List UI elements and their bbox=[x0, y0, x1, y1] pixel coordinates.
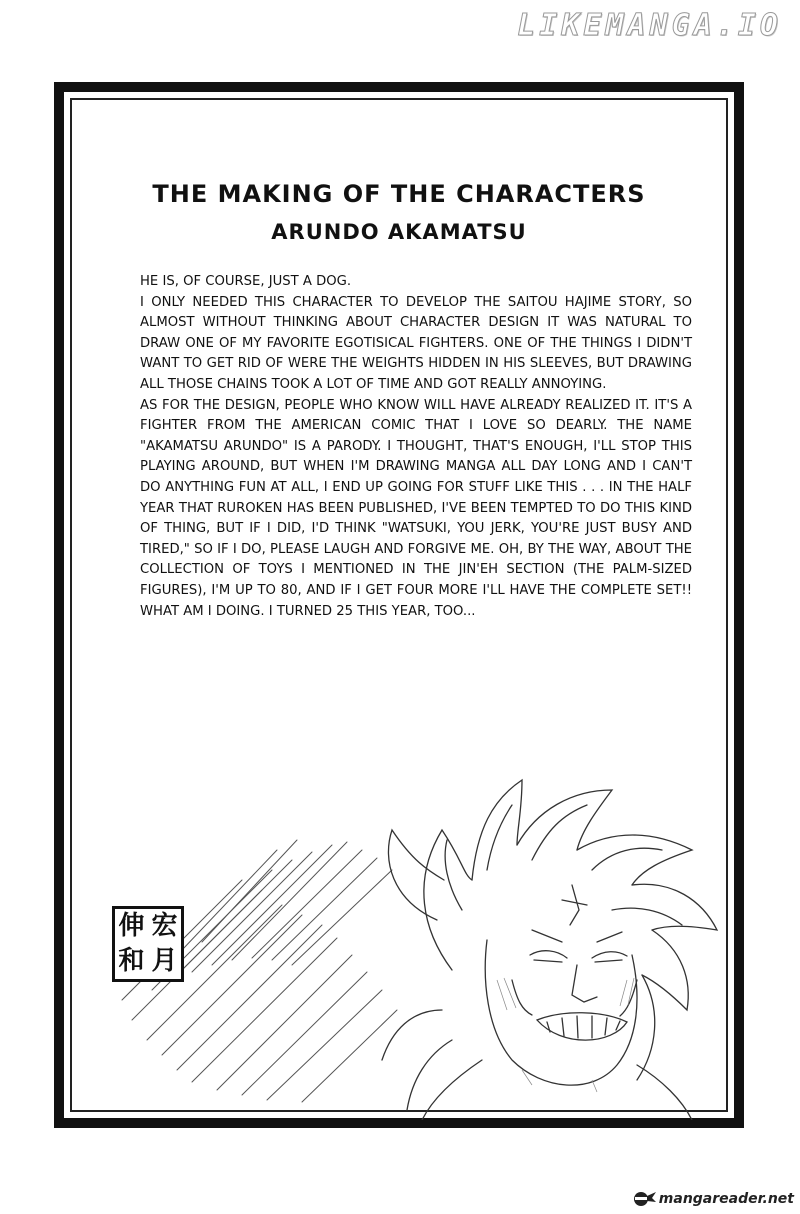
character-sketch-illustration bbox=[92, 710, 732, 1120]
site-watermark-top: LIKEMANGA.IO bbox=[517, 8, 782, 43]
commentary-paragraph-1: HE IS, OF COURSE, JUST A DOG. bbox=[140, 274, 352, 289]
commentary-paragraph-3: AS FOR THE DESIGN, PEOPLE WHO KNOW WILL HAVE ALREADY REALIZED IT. IT'S A FIGHTER FROM THE AMERICAN COMIC THAT I LOVE SO DEARLY. THE NAME "AKAMATSU ARUNDO" IS A PARODY. I THOUGHT, THAT'S ENOUGH, I'LL STOP THIS PLAYING AROUND, BUT WHEN I'M DRAWING MANGA ALL DAY LONG AND I CAN'T DO ANYTHING FUN AT ALL, I END UP GOING FOR STUFF LIKE THIS . . . IN THE HALF YEAR THAT RUROKEN HAS BEEN PUBLISHED, I'VE BEEN TEMPTED TO DO THIS KIND OF THING, BUT IF I DID, I'D THINK "WATSUKI, YOU JERK, YOU'RE JUST BUSY AND TIRED," SO IF I DO, PLEASE LAUGH AND FORGIVE ME. OH, BY THE WAY, ABOUT THE COLLECTION OF TOYS I MENTIONED IN THE JIN'EH SECTION (THE PALM-SIZED FIGURES), I'M UP TO 80, AND IF I GET FOUR MORE I'LL HAVE THE COMPLETE SET!! WHAT AM I DOING. I TURNED 25 THIS YEAR, TOO... bbox=[140, 397, 692, 619]
commentary-paragraph-2: I ONLY NEEDED THIS CHARACTER TO DEVELOP THE SAITOU HAJIME STORY, SO ALMOST WITHOUT THINKING ABOUT CHARACTER DESIGN IT WAS NATURAL TO DRAW ONE OF MY FAVORITE EGOTISICAL FIGHTERS. ONE OF THE THINGS I DIDN'T WANT TO GET RID OF WERE THE WEIGHTS HIDDEN IN HIS SLEEVES, BUT DRAWING ALL THOSE CHAINS TOOK A LOT OF TIME AND GOT REALLY ANNOYING. bbox=[140, 294, 692, 392]
page-inner-frame bbox=[70, 98, 728, 1112]
site-watermark-bottom bbox=[631, 1190, 794, 1208]
artist-seal-icon bbox=[112, 906, 184, 982]
page-frame bbox=[54, 82, 744, 1128]
commentary-text bbox=[140, 272, 692, 622]
seal-char-2: 宏 bbox=[151, 911, 178, 941]
seal-char-4: 月 bbox=[151, 946, 178, 976]
page-title: THE MAKING OF THE CHARACTERS bbox=[152, 180, 646, 208]
page-subtitle: ARUNDO AKAMATSU bbox=[271, 220, 527, 244]
ninja-logo-icon bbox=[631, 1190, 657, 1208]
seal-char-1: 伸 bbox=[118, 911, 145, 941]
site-watermark-bottom-text: mangareader.net bbox=[658, 1191, 794, 1207]
seal-char-3: 和 bbox=[118, 946, 145, 976]
